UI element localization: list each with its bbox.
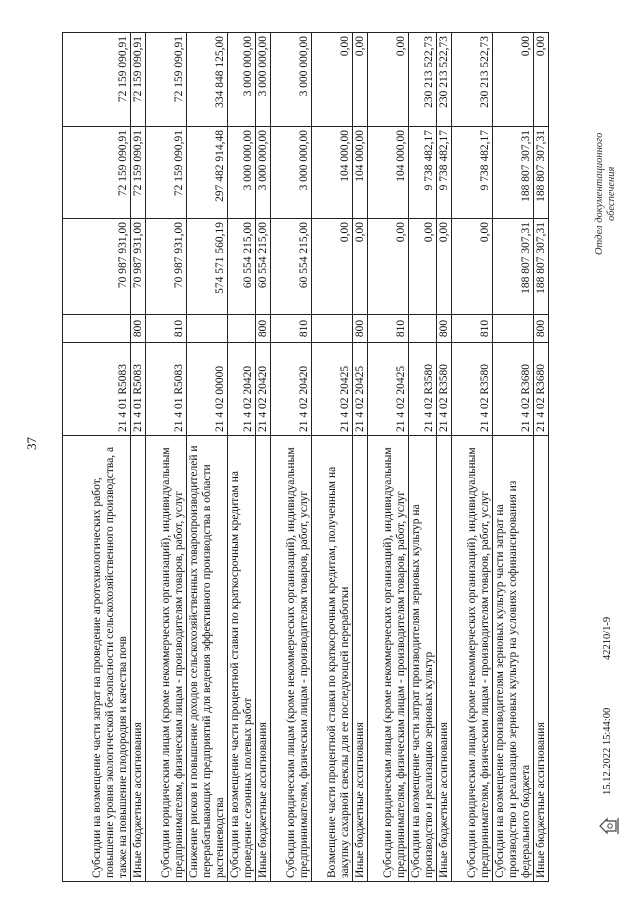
cell-a3: 72 159 090,91: [131, 33, 146, 127]
table-row: [493, 33, 534, 882]
cell-a3: 230 213 522,73: [409, 33, 437, 127]
cell-code: 21 4 02 R3580: [409, 343, 437, 436]
cell-vr: [312, 315, 353, 343]
cell-code: 21 4 02 20425: [312, 343, 353, 436]
cell-a1: 60 554 215,00: [256, 219, 271, 315]
table-row: [256, 33, 271, 882]
table-row: [452, 33, 493, 882]
cell-name: Субсидии на возмещение части затрат на проведение агротехнологических работ, повышение уровня экологической безопасности сельскохозяйственного производства, а также на повышение плодородия и качества почв: [63, 436, 131, 882]
cell-vr: [409, 315, 437, 343]
cell-vr: 800: [353, 315, 368, 343]
cell-a1: 188 807 307,31: [493, 219, 534, 315]
cell-name: Субсидии на возмещение части процентной ставки по краткосрочным кредитам на проведение сезонных полевых работ: [228, 436, 256, 882]
cell-code: 21 4 02 R3580: [452, 343, 493, 436]
cell-name: Субсидии юридическим лицам (кроме некоммерческих организаций), индивидуальным предпринимателям, физическим лицам - производителям товаров, работ, услуг: [271, 436, 312, 882]
table-row: [437, 33, 452, 882]
cell-code: 21 4 02 R3580: [437, 343, 452, 436]
cell-a2: 3 000 000,00: [256, 127, 271, 219]
table-row: [146, 33, 187, 882]
cell-name: Субсидии юридическим лицам (кроме некоммерческих организаций), индивидуальным предпринимателям, физическим лицам - производителям товаров, работ, услуг: [146, 436, 187, 882]
cell-name: Субсидии на возмещение производителям зерновых культур части затрат на производство и реализацию зерновых культур на условиях софинансирования из федерального бюджета: [493, 436, 534, 882]
page-footer: [594, 45, 624, 845]
cell-a3: 0,00: [353, 33, 368, 127]
cell-code: 21 4 02 20420: [228, 343, 256, 436]
cell-vr: 810: [452, 315, 493, 343]
cell-a3: 0,00: [534, 33, 549, 127]
budget-table-body: [63, 33, 549, 882]
cell-name: Возмещение части процентной ставки по краткосрочным кредитам, полученным на закупку сахарной свеклы для ее последующей переработки: [312, 436, 353, 882]
cell-code: 21 4 01 R5083: [63, 343, 131, 436]
footer-department-stamp: [594, 133, 618, 255]
cell-code: 21 4 02 R3680: [493, 343, 534, 436]
cell-a2: 3 000 000,00: [271, 127, 312, 219]
footer-timestamp: 15.12.2022 15:44:00: [602, 707, 613, 795]
cell-vr: 800: [256, 315, 271, 343]
cell-code: 21 4 02 20425: [368, 343, 409, 436]
cell-code: 21 4 02 20420: [256, 343, 271, 436]
cell-a1: 60 554 215,00: [228, 219, 256, 315]
cell-a2: 9 738 482,17: [437, 127, 452, 219]
cell-vr: 810: [146, 315, 187, 343]
cell-vr: 810: [271, 315, 312, 343]
cell-vr: 810: [368, 315, 409, 343]
cell-a2: 3 000 000,00: [228, 127, 256, 219]
department-line-2: обеспечения: [606, 166, 617, 221]
cell-a3: 72 159 090,91: [146, 33, 187, 127]
cell-code: 21 4 02 20425: [353, 343, 368, 436]
table-row: [271, 33, 312, 882]
cell-a3: 230 213 522,73: [452, 33, 493, 127]
cell-a1: 0,00: [437, 219, 452, 315]
cell-a1: 0,00: [409, 219, 437, 315]
cell-a2: 104 000,00: [312, 127, 353, 219]
cell-a2: 72 159 090,91: [131, 127, 146, 219]
cell-name: Субсидии юридическим лицам (кроме некоммерческих организаций), индивидуальным предпринимателям, физическим лицам - производителям товаров, работ, услуг: [368, 436, 409, 882]
cell-vr: [228, 315, 256, 343]
cell-name: Иные бюджетные ассигнования: [131, 436, 146, 882]
cell-name: Иные бюджетные ассигнования: [353, 436, 368, 882]
cell-a1: 70 987 931,00: [131, 219, 146, 315]
cell-vr: 800: [534, 315, 549, 343]
cell-a3: 0,00: [368, 33, 409, 127]
cell-a3: 3 000 000,00: [228, 33, 256, 127]
cell-a1: 0,00: [312, 219, 353, 315]
table-row: [63, 33, 131, 882]
table-row: [187, 33, 228, 882]
cell-a2: 104 000,00: [353, 127, 368, 219]
cell-a2: 9 738 482,17: [452, 127, 493, 219]
cell-vr: [187, 315, 228, 343]
cell-name: Субсидии юридическим лицам (кроме некоммерческих организаций), индивидуальным предпринимателям, физическим лицам - производителям товаров, работ, услуг: [452, 436, 493, 882]
department-line-1: Отдел документационного: [594, 132, 605, 255]
cell-code: 21 4 02 20420: [271, 343, 312, 436]
table-row: [131, 33, 146, 882]
table-row: [409, 33, 437, 882]
cell-vr: 800: [437, 315, 452, 343]
cell-name: Снижение рисков и повышение доходов сельскохозяйственных товаропроизводителей и перерабатывающих предприятий для ведения эффективного производства в области растениеводства: [187, 436, 228, 882]
table-row: [312, 33, 353, 882]
cell-a3: 334 848 125,00: [187, 33, 228, 127]
cell-code: 21 4 02 R3680: [534, 343, 549, 436]
cell-code: 21 4 02 00000: [187, 343, 228, 436]
footer-document-id: 42210/1-9: [602, 616, 613, 660]
cell-vr: [493, 315, 534, 343]
cell-a3: 230 213 522,73: [437, 33, 452, 127]
cell-code: 21 4 01 R5083: [146, 343, 187, 436]
cell-a3: 3 000 000,00: [256, 33, 271, 127]
cell-a1: 188 807 307,31: [534, 219, 549, 315]
cell-a2: 104 000,00: [368, 127, 409, 219]
cell-a1: 574 571 560,19: [187, 219, 228, 315]
cell-a2: 188 807 307,31: [493, 127, 534, 219]
budget-table: [62, 32, 549, 882]
cell-a1: 70 987 931,00: [146, 219, 187, 315]
cell-vr: [63, 315, 131, 343]
cell-a1: 70 987 931,00: [63, 219, 131, 315]
page-number: 37: [24, 437, 39, 450]
table-row: [534, 33, 549, 882]
cell-a2: 72 159 090,91: [146, 127, 187, 219]
organization-emblem-icon: [598, 815, 620, 837]
cell-a3: 0,00: [493, 33, 534, 127]
cell-a2: 297 482 914,48: [187, 127, 228, 219]
cell-name: Иные бюджетные ассигнования: [437, 436, 452, 882]
cell-name: Иные бюджетные ассигнования: [534, 436, 549, 882]
table-row: [353, 33, 368, 882]
cell-a1: 0,00: [353, 219, 368, 315]
cell-code: 21 4 01 R5083: [131, 343, 146, 436]
cell-a1: 0,00: [452, 219, 493, 315]
cell-a1: 60 554 215,00: [271, 219, 312, 315]
cell-vr: 800: [131, 315, 146, 343]
cell-a3: 3 000 000,00: [271, 33, 312, 127]
cell-a2: 9 738 482,17: [409, 127, 437, 219]
table-row: [228, 33, 256, 882]
cell-a3: 72 159 090,91: [63, 33, 131, 127]
table-row: [368, 33, 409, 882]
cell-a3: 0,00: [312, 33, 353, 127]
cell-name: Иные бюджетные ассигнования: [256, 436, 271, 882]
cell-a2: 188 807 307,31: [534, 127, 549, 219]
cell-a2: 72 159 090,91: [63, 127, 131, 219]
cell-name: Субсидии на возмещение части затрат производителям зерновых культур на производство и реализацию зерновых культур: [409, 436, 437, 882]
cell-a1: 0,00: [368, 219, 409, 315]
